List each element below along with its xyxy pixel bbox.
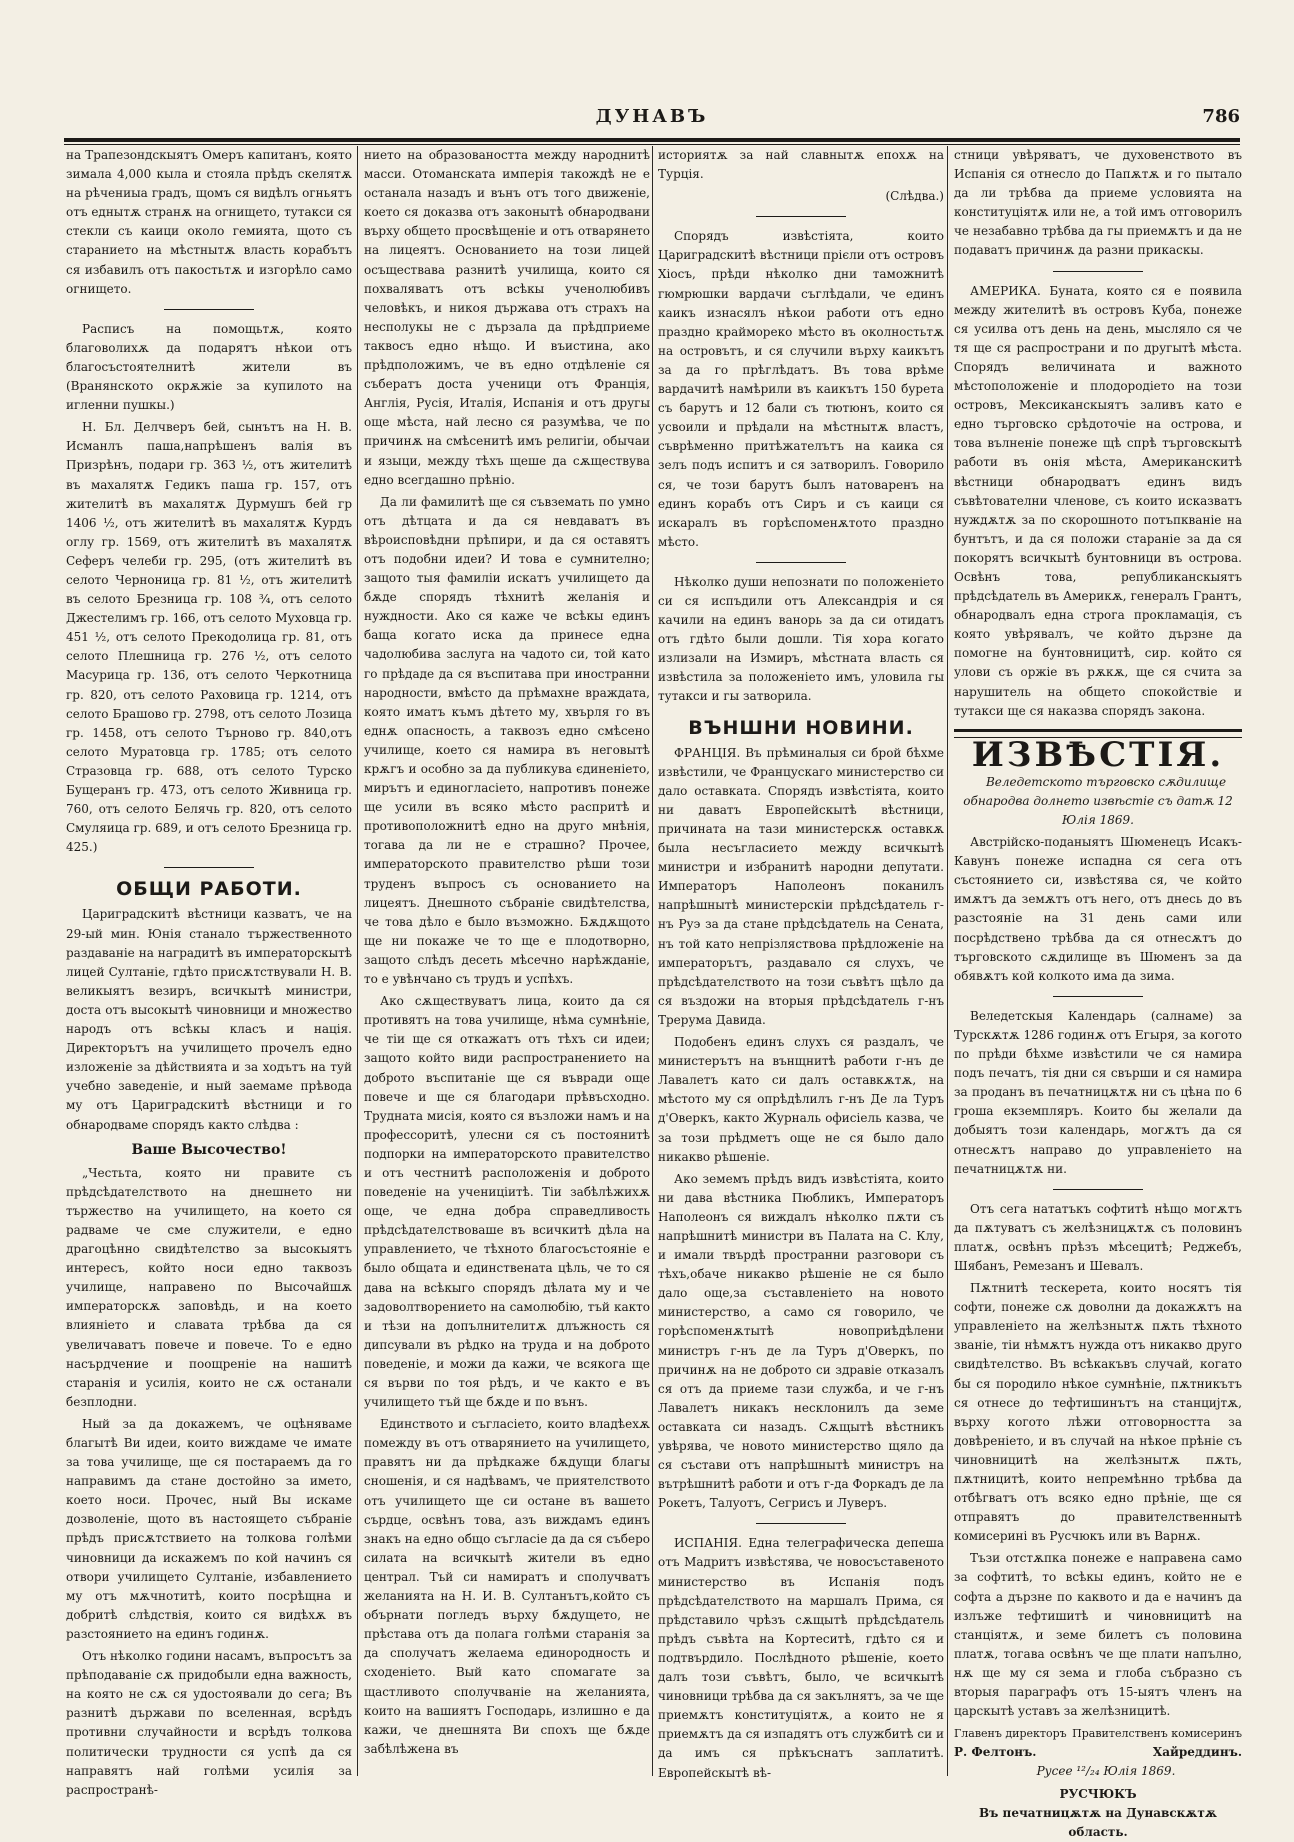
dateline: Русее ¹²/₂₄ Юлія 1869. xyxy=(1036,1764,1176,1779)
column-3 xyxy=(658,146,944,1780)
paragraph: Нѣколко души непознати по положеніето си ся испъдили отъ Александрія и ся качили на единъ ванорь за да си отидатъ отъ гдѣто были дошли. Тія хора когато излизали на Измиръ, мѣстната власть ся извѣстила за положеніето имъ, уловила гы тутакси и гы затворила. xyxy=(658,574,944,704)
section-heading: ВЪНШНИ НОВИНИ. xyxy=(688,716,914,739)
header-rule-thin xyxy=(64,144,1240,145)
paragraph: нието на образоваността между народнитѣ масси. Отоманската имперія такождѣ не е останала назадъ и вънъ отъ того движеніе, което ся доказва отъ законытѣ обнародвани върху общето просвѣщеніе и отъ отварянето на лицеятъ. Основанието на този лицей осъществава разнитѣ училища, които ся похваляватъ отъ всѣкы ученолюбивъ человѣкъ, и никоя държава отъ страхъ на несполукы не с дързала да прѣдприеме таквосъ едно нѣщо. И въистина, ако прѣдположимъ, че въ едно отдѣленіе ся събератъ доста ученици отъ Франція, Англія, Русія, Италія, Испанія и отъ другы още мѣста, най лесно ся разумѣва, че по причинѫ на смѣсенитѣ имъ религіи, обычаи и языци, между тѣхъ щеше да сѫществува едно всегдашно прѣніо. xyxy=(364,148,650,487)
paragraph: Ако земемъ прѣдъ видъ извѣстіята, които ни дава вѣстника Пюбликъ, Императоръ Наполеонъ ся виждалъ нѣколко пѫти съ напрѣшнитѣ министри въ Палата на С. Клу, и имали твърдѣ пространни разговори съ тѣхъ,обаче никакво рѣшеніе не ся было дало още,за съставленіето на новото министерство, а само ся говорило, че горѣспоменѫтытѣ новоприѣдѣлени министръ г-нъ де ла Туръ д'Оверкъ, по причинѫ на не доброто си здравіе отказалъ ся отъ да приеме тази службa, и че г-нъ Лавалетъ никакъ несклонилъ да земе оставката си назадъ. Сѫщытѣ вѣстникъ увѣрява, че новото министерство щяло да ся състави отъ напрѣшнытѣ министръ на вътрѣшнитѣ работи и отъ г-да Форкадъ де ла Рокетъ, Талуотъ, Сегрисъ и Луверъ. xyxy=(658,1171,944,1511)
notices-heading: ИЗВѢСТІЯ. xyxy=(971,734,1225,775)
paragraph: Цариградскитѣ вѣстници казватъ, че на 29-ый мин. Юнія станало тържественното раздаваніе на наградитѣ въ императорскытѣ лицей Султаніе, гдѣто присѫтствували Н. В. великыятъ везиръ, всичкытѣ министри, доста отъ высокытѣ чиновници и множество народъ отъ всѣкы класъ и нація. Директорътъ на училището прочелъ едно изложеніе за дѣйствията и за ходътъ на туй учебно заведеніе, и ный заемаме прѣвода му отъ Цариградскитѣ вѣстници и го обнародваме спорядъ както слѣдва : xyxy=(66,907,352,1132)
separator xyxy=(164,867,254,868)
column-divider xyxy=(947,146,948,1776)
commissioner-name: Хайреддинъ. xyxy=(1152,1745,1242,1760)
page-number: 786 xyxy=(1202,106,1240,127)
newspaper-title: ДУНАВЪ xyxy=(595,106,709,127)
separator xyxy=(756,216,846,217)
paragraph: Отъ нѣколко години насамъ, въпросътъ за прѣподаваніе сѫ придобыли една важность, на която не сѫ ся удостоявали до сега; Въ разнитѣ държави по вселенная, всрѣдъ противни случайности и всрѣдъ толкова политически трудности ся успѣ да ся направятъ най голѣми усилія за распространѣ- xyxy=(66,1649,352,1797)
paragraph: Австрійско-поданыятъ Шюменецъ Исакъ-Кавунъ понеже испадна ся сега отъ състоянието си, извѣстява ся, че който имѫтъ да земѫтъ отъ него, отъ днесь до въ разстояніе на 31 день сами или посрѣдствено трѣбва да ся отнесѫтъ до търговското сѫдилище въ Шюменъ за да обявѫтъ кой колкото има да зима. xyxy=(954,835,1242,983)
paragraph: Веледетскыя Календарь (салнаме) за Турскѫтѫ 1286 годинѫ отъ Егыря, за когото по прѣди бѣхме извѣстили че ся намира подъ печатъ, тія дни ся свърши и ся намира за проданъ въ печатницѫтѫ ни съ цѣна по 6 гроша екземпляръ. Които бы желали да добыятъ този календарь, могѫтъ да ся отнесѫтъ направо до управленіето на печатницѫтѫ ни. xyxy=(954,1008,1243,1176)
paragraph: ИСПАНІЯ. Една телеграфическа депеша отъ Мадритъ извѣстява, че новосъставеното министерство въ Испанія подъ прѣдсѣдателството на маршалъ Прима, ся прѣдставило чрѣзъ сѫщытѣ прѣдсѣдатель прѣдъ съвѣта на Кортеситѣ, гдѣто ся и подтвърдило. Послѣдното рѣшеніе, което далъ този съвѣтъ, было, че всичкытѣ чиновници трѣбва да ся закълнятъ, за че ще приемѫтъ конституціятѫ, а които не я приемѫтъ да ся изпадятъ отъ службитѣ си и да имъ ся прѣкъснатъ заплатитѣ. Европейскытѣ вѣ- xyxy=(658,1536,944,1780)
notice-intro: Веледетското търговско сѫдилище обнародва долнето извѣстіе съ датѫ 12 Юлія 1869. xyxy=(963,774,1233,827)
paragraph: Да ли фамилитѣ ще ся съвземать по умно отъ дѣтцата и да ся невдаватъ въ вѣроисповѣдни прѣпири, и да ся оставятъ отъ подобни идеи? И това е сумнително; защото тыя фамиліи искатъ училището да бѫде спорядъ тѣхнитѣ желанія и нуждности. Ако ся каже че всѣкы единъ баща когато иска да принесе една чадолюбива заслуга на чадото си, той като го прѣдаде да ся въспитава при иностранни народности, вмѣсто да прѣмахне враждата, която иматъ къмъ дѣтето му, хвърля го въ еднѫ опасность, а таквозъ едно смѣсено училище, което ся намира въ неговытѣ крѫгъ и особно за да публикува єдиненіето, мирътъ и единогласіето, напротивъ понеже ще усили въ всяко мѣсто распритѣ и противоположнитѣ едно на друго мнѣнія, тогава да ли не е страшно? Прочее, императорското правителство рѣши този труденъ въпросъ съ основанието на лицеятъ. Днешното събраніе свидѣтелства, че това дѣло е было възможно. Бѫдѫщото ще ни покаже че то ще е плодотворно, защото слѣдъ десеть мѣсечно нарѣжданіе, то е увѣнчано съ трудъ и успѣхъ. xyxy=(364,494,650,987)
column-divider xyxy=(652,146,653,1776)
separator xyxy=(164,309,254,310)
paragraph: Спорядъ извѣстіята, които Цариградскитѣ вѣстници прієли отъ островъ Хіосъ, прѣди нѣколко дни таможнитѣ гюмрюшки вардачи съглѣдали, че единъ каикъ изнасялъ нѣкои работи отъ едно праздно краймореко мѣсто въ околностьтѫ на островътъ, и ся случили върху каикътъ за да го прѣглѣдатъ. Въ това врѣме вардачитѣ намѣрили въ каикътъ 150 бурета съ барутъ и 12 бали съ тютюнъ, които ся усвоили и прѣдали на мѣстнытѫ властъ, съврѣменно притѣжателътъ на каика ся зелъ подъ испитъ и ся затворилъ. Говорило ся, че този барутъ былъ натоваренъ на единъ корабъ отъ Сиръ и съ каици ся искаралъ въ горѣспоменѫтото праздно мѣсто. xyxy=(658,229,944,549)
imprint-city: РУСЧЮКЪ xyxy=(1059,1786,1137,1801)
column-1 xyxy=(66,146,352,1797)
separator xyxy=(1053,1189,1143,1190)
separator xyxy=(1053,271,1143,272)
page-header xyxy=(64,104,1240,134)
paragraph: Н. Бл. Делчверъ бей, сынътъ на Н. В. Исманлъ паша,напрѣшенъ валія въ Призрѣнъ, подари гр. 363 ½, отъ жителитѣ въ махалятѫ Гедикъ паша гр. 157, отъ жителитѣ въ махалятѫ Дурмушъ бей гр 1406 ½, отъ жителитѣ въ махалятѫ Курдъ оглу гр. 1569, отъ жителитѣ въ махалятѫ Сеферъ челеби гр. 295, (отъ жителитѣ въ селото Черноница гр. 81 ½, отъ жителитѣ въ селото Брезница гр. 108 ¾, отъ селото Джестелимъ гр. 166, отъ селото Муховца гр. 451 ½, отъ селото Прекодолица гр. 81, отъ селото Плешница гр. 276 ½, отъ селото Масурица гр. 136, отъ селото Черкотница гр. 820, отъ селото Раховица гр. 1214, отъ селото Брашово гр. 2798, отъ селото Лозица гр. 1458, отъ селото Търново гр. 840,отъ селото Муратовца гр. 1785; отъ селото Стразовца гр. 688, отъ селото Турско Бущеранъ гр. 473, отъ селото Живница гр. 760, отъ селото Белячь гр. 820, отъ селото Смуляица гр. 689, и отъ селото Брезница гр. 425.) xyxy=(66,420,352,855)
section-heading: ОБЩИ РАБОТИ. xyxy=(116,878,302,901)
continued-note: (Слѣдва.) xyxy=(885,189,944,204)
column-2 xyxy=(364,146,650,1776)
salutation: Ваше Высочество! xyxy=(131,1141,287,1158)
paragraph: „Честьта, която ни правите съ прѣдсѣдателството на днешнето ни тържество на училището, на което ся радваме че сме служители, е едно драгоцѣнно свидѣтелство за высокыятъ интересъ, който носи едно таквозъ училище, направено по Высочайшѫ императорскѫ заповѣдь, и на което влияніето и славата трѣбва да ся увеличаватъ повече и повече. То е едно насърдчение и поощреніе на нашитѣ старанія и усилія, които не сѫ останали безплодни. xyxy=(66,1165,352,1409)
signature-titles xyxy=(954,1724,1242,1743)
paragraph: Ако сѫществуватъ лица, които да ся противятъ на това училище, нѣма сумнѣніе, че тіи ще ся откажатъ отъ тѣхъ си идеи; защото който види распространението на доброто въспитаніе ще ся въвради още повече и ще ся благодари прѣвъсходно. Трудната мисія, която ся възложи намъ и на профессоритѣ, улесни ся съ постоянитѣ подпорки на императорското правителство и отъ честнитѣ расположенія и доброто поведеніе на учениціитѣ. Тіи забѣлѣжихѫ още, че една добра справедливость прѣдсѣдателствоваше въ всичкитѣ дѣла на управлението, че тѣхното благосъстояніе е было общата и единствената цѣль, че то ся дава на всѣкыго спорядъ дѣлата му и че задоволтворението на самолюбію, тъй както и тѣзи на допълнителитѫ длъжность ся дипсували въ рѣдко на труда и на доброто поведеніе, и можи да кажи, че всякога ще ся върви по тоя рѣдъ, и че както е въ училището тъй ще бѫде и по вънъ. xyxy=(364,994,650,1410)
column-divider xyxy=(357,146,358,1776)
paragraph: стници увѣряватъ, че духовенството въ Испанія ся отнесло до Папѫтѫ и го пытало да ли трѣбва да приеме условията на конституціятѫ или не, а той имъ отговорилъ че незабавно трѣбва да гы приемѫтъ и да не подаватъ причинѫ да разни прикаскы. xyxy=(954,148,1242,258)
signature-names xyxy=(954,1743,1242,1762)
director-title: Главенъ директоръ xyxy=(954,1727,1067,1741)
paragraph: Подобенъ единъ слухъ ся раздалъ, че министерътъ на вънщнитѣ работи г-нъ де Лавалетъ като си далъ оставкѫтѫ, на мѣстото му ся опрѣдѣлилъ г-нъ Де ла Туръ д'Оверкъ, както Журналь офисіель казва, че за този прѣдметъ още не ся было дало никакво рѣшеніе. xyxy=(658,1035,944,1164)
paragraph: Ный за да докажемъ, че оцѣняваме благытѣ Ви идеи, които виждаме че имате за това училище, ще ся постараемъ да го направимъ да стане достойно за името, което носи. Прочес, ный Вы искаме дозволеніе, щото въ настоящето събраніе прѣдъ присѫтствието на толкова голѣми чиновници да искажемъ по кой начинъ ся отвори училището Султаніе, избавлението му отъ мѫчнотитѣ, които посрѣщна и добритѣ слѣдствія, които ся видѣхѫ въ разстоянието на единъ годинѫ. xyxy=(66,1416,352,1641)
imprint-line: Въ печатницѫтѫ на Дунавскѫтѫ область. xyxy=(979,1805,1217,1839)
paragraph: Пѫтнитѣ тескерета, които носятъ тія софти, понеже сѫ доволни да докажѫтъ на управленіето на желѣзнытѫ пѫть тѣхното званіе, тіи нѣмѫтъ нужда отъ никакво друго свидѣтелство. Въ всѣкакъвъ случай, когато бы ся породило нѣкое сумнѣніе, пѫтникътъ ся отнесе до тефтишинътъ на станцијтѫ, върху когото лѣжи отговорността за довѣреніето, и въ случай на нѣкое прѣніе съ чиновницитѣ на желѣзнытѫ пѫть, пѫтницитѣ, които непремѣнно трѣбва да отбѣгватъ отъ всяко едно прѣніе, ще ся отправятъ до правителственнытѣ комисерині въ Русчюкъ или въ Варнѫ. xyxy=(954,1281,1242,1544)
paragraph: Отъ сега нататъкъ софтитѣ нѣщо могѫтъ да пѫтуватъ съ желѣзницѫтѫ съ половинъ платѫ, освѣнъ прѣзъ мѣсецитѣ; Реджебъ, Шябанъ, Ремезанъ и Шевалъ. xyxy=(954,1201,1242,1273)
paragraph: на Трапезондскыятъ Омеръ капитанъ, която зимала 4,000 кыла и стояла прѣдъ скелятѫ на рѣчениыа градъ, щомъ ся видѣлъ огньятъ отъ еднытѫ странѫ на огнището, тутакси ся стекли съ каици около гемията, щото съ старанието на мѣстнытѫ власть корабътъ ся избавилъ отъ пакостьтѫ и изгорѣло само огнището. xyxy=(66,148,352,296)
paragraph: историятѫ за най славнытѫ епохѫ на Турція. xyxy=(658,148,944,182)
paragraph: Единството и съгласіето, които владѣехѫ помежду въ отъ отварянието на училището, правятъ ни да прѣдкаже бѫдущи благы сношенія, и ся надѣвамъ, че приятелството отъ училището ще си остане въ вашето сърдце, освѣнъ това, азъ виждамъ единъ знакъ на едно общо съгласіе да да ся съберо силата на всичкытѣ жители въ едно централ. Тъй си намиратъ и сполучватъ желанията на Н. И. В. Султанътъ,който съ обърнати погледъ върху бѫдущето, не прѣстава отъ да полага голѣми старанія за да сполучатъ желаема единородность и сходеніето. Вый като спомагате за щастливото сполучваніе на желанията, които на вашиятъ Господарь, излишно е да кажи, че днешнята Ви спохъ ще бѫде забѣлѣжена въ xyxy=(364,1417,650,1756)
separator xyxy=(756,562,846,563)
commissioner-title: Правителственъ комисеринъ xyxy=(1072,1727,1242,1741)
paragraph: ФРАНЦІЯ. Въ прѣминалыя си брой бѣхме извѣстили, че Францускаго министерство си дало оставката. Спорядъ извѣстіята, които ни даватъ Европейскытѣ вѣстници, причината на тази министерскѫ оставкѫ была несъгласието между всичкытѣ министри и избранитѣ народни депутати. Императоръ Наполеонъ поканилъ напрѣшнытѣ министерскіи прѣдсѣдатель г-нъ Руэ за да стане прѣдсѣдатель на Сената, нъ той като непрізляствова прѣдложеніе на императорътъ, раздавало ся слухъ, че прѣдсѣдателството на този съвѣтъ щѣло да ся въздожи на вторыя прѣдсѣдатель г-нъ Трерума Давида. xyxy=(658,745,944,1027)
paragraph: Тъзи отстѫпка понеже е направена само за софтитѣ, то всѣкы единъ, който не е софта а дързне по каквото и да е начинъ да излъже тефтишитѣ и чиновницитѣ на станціятѫ, и земе билетъ съ половина платѫ, тогава освѣнъ че ще плати напълно, нѫ ще му ся зема и глоба събразно съ вторыя параграфъ отъ 15-ыятъ членъ на царскытѣ уставъ за желѣзницитѣ. xyxy=(954,1551,1242,1719)
header-rule xyxy=(64,138,1240,142)
paragraph: АМЕРИКА. Бунатa, която ся е появила между жителитѣ въ островъ Куба, понеже ся усилва отъ день на день, мысляло ся че тя ще ся распространи и по другытѣ мѣста. Спорядъ величината и важното мѣстоположеніе и плодородіето на този островъ, Мексиканскыятъ заливъ като е едно търговско срѣдоточіе на острова, и това вълненіе понеже щѣ спрѣ търговскытѣ работи въ онія мѣста, Американскитѣ вѣстници обнародватъ единъ видъ съвѣтователни членове, съ които исказватъ нуждѫтѫ за по скорошното потъпкваніе на бунтътъ, и да ся положи стараніе за да ся покорятъ всичкытѣ бунтовници въ острова. Освѣнъ това, републиканскыятъ прѣдсѣдатель въ Америкѫ, генералъ Грантъ, обнародвалъ една строга прокламація, съ която увѣрявалъ, че който дързне да помогне на бунтовницитѣ, сир. който ся улови съ оржіе въ рѫкѫ, ще ся счита за нарушитель на общето спокойствіе и тутакси ще ся наказва спорядъ закона. xyxy=(954,283,1242,718)
director-name: Р. Фелтонъ. xyxy=(954,1745,1037,1760)
column-4 xyxy=(954,146,1243,1839)
separator xyxy=(756,1523,846,1524)
separator xyxy=(1053,996,1143,997)
paragraph: Расписъ на помощьтѫ, която благоволихѫ да подарятъ нѣкои отъ благосъстоятелнитѣ жители въ (Вранянското окрѫжіе за купилото на игленни пушкы.) xyxy=(66,321,352,413)
